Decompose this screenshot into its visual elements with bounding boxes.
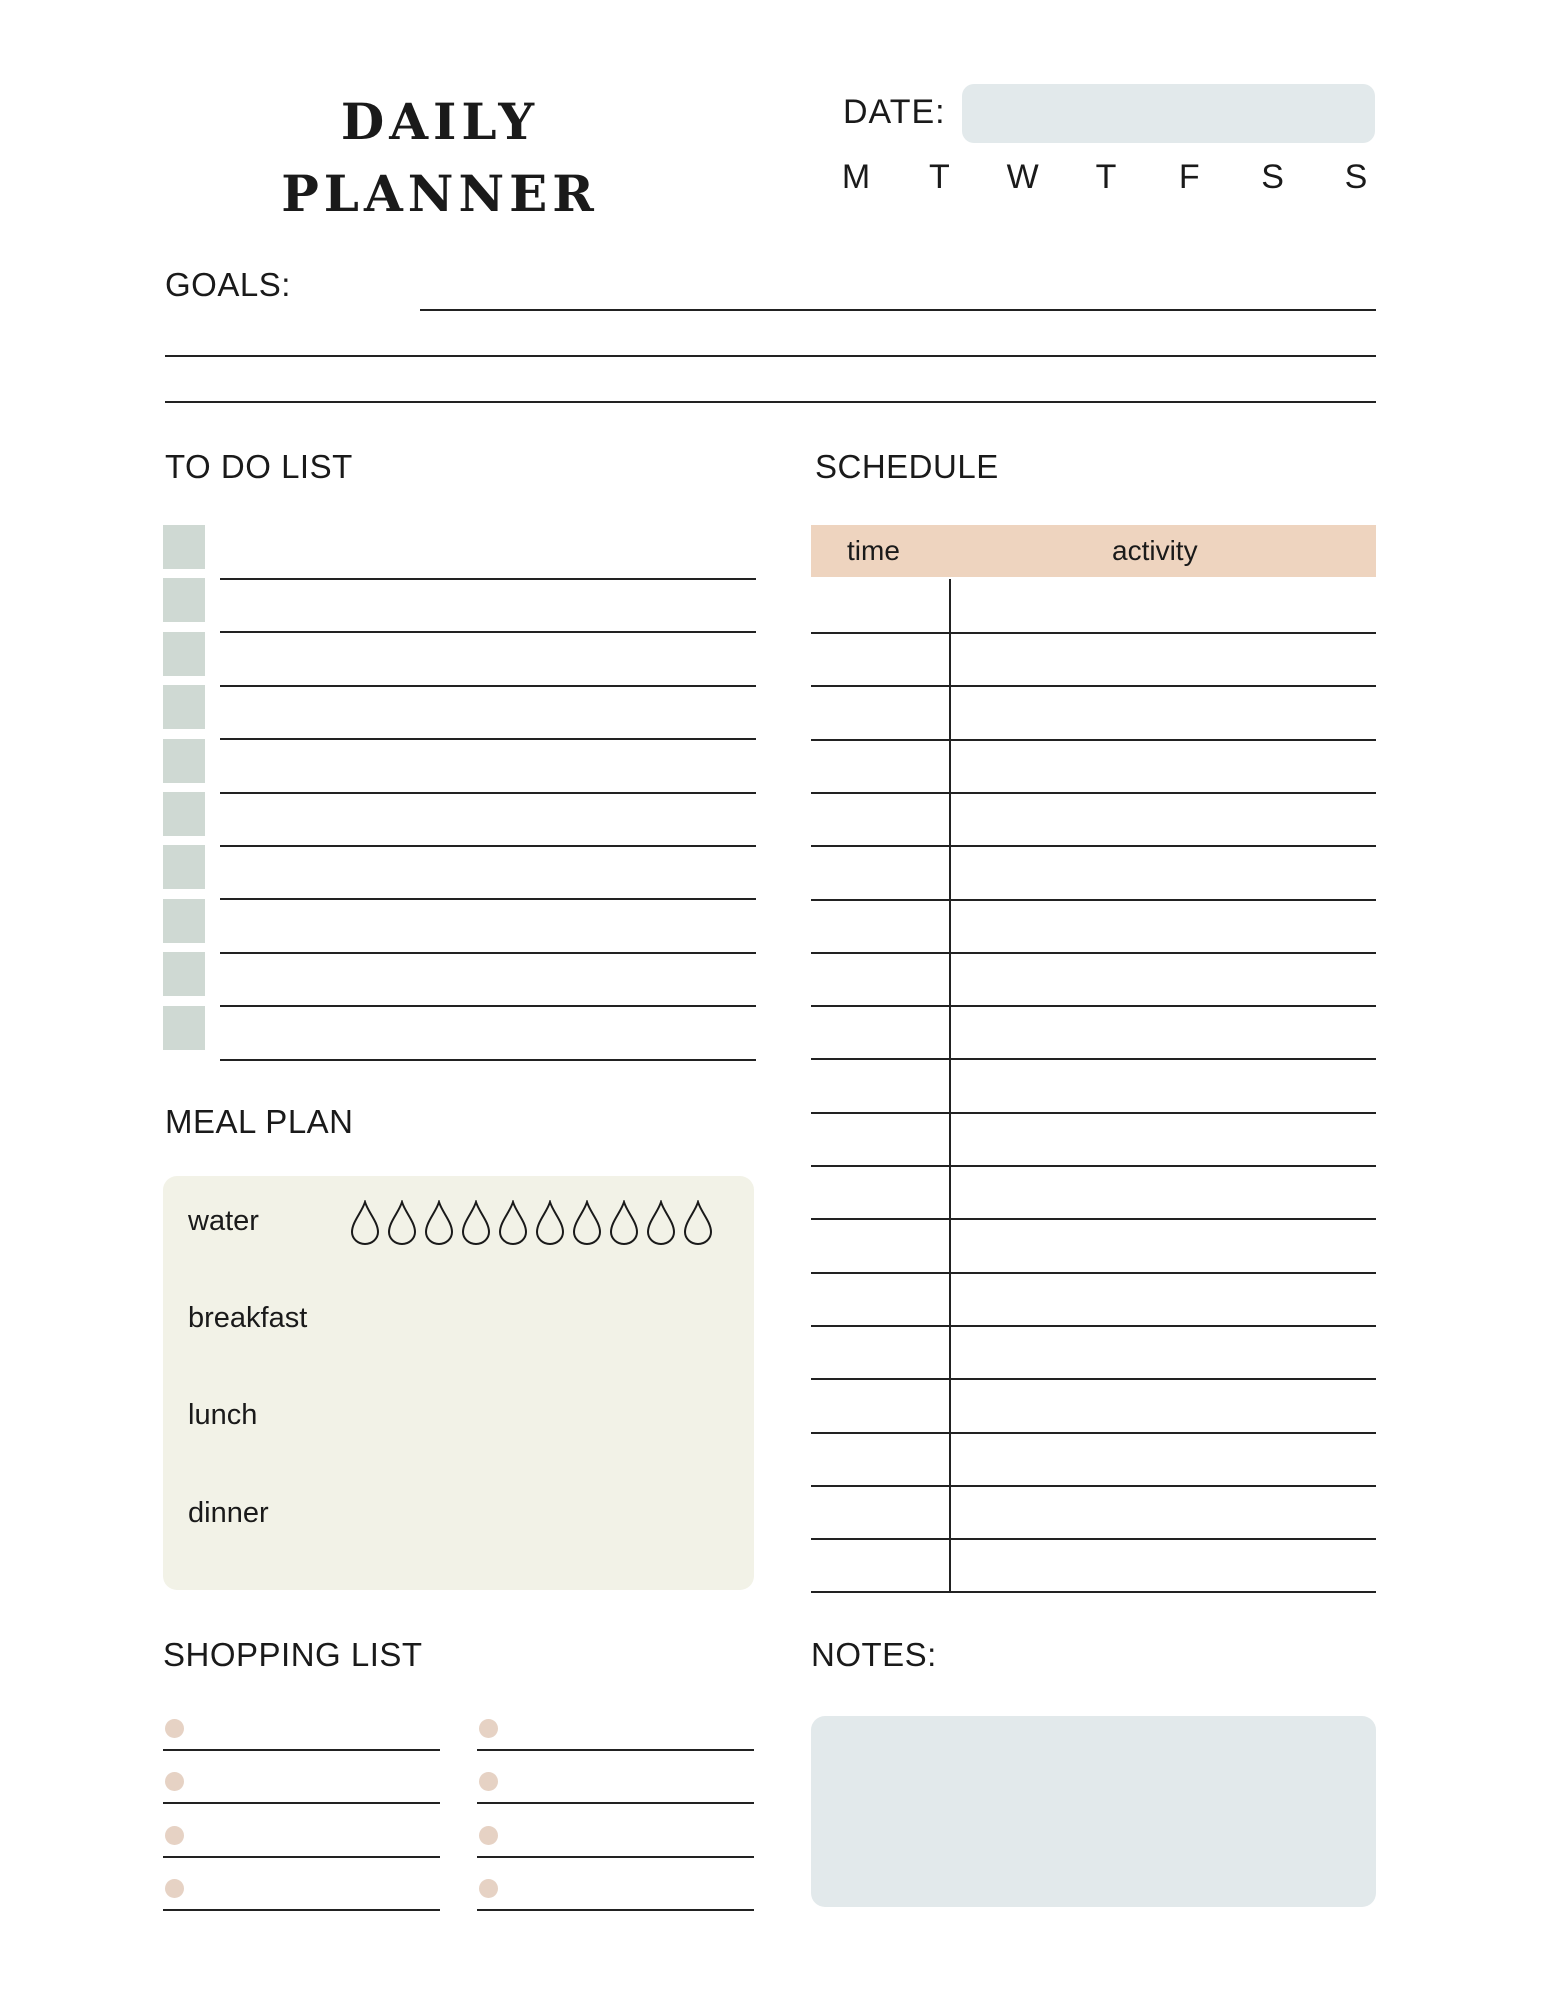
schedule-row-line[interactable]	[811, 1112, 1376, 1114]
schedule-row-line[interactable]	[811, 1058, 1376, 1060]
dinner-label: dinner	[188, 1497, 269, 1529]
goals-line-2[interactable]	[165, 355, 1376, 357]
schedule-column-divider	[949, 579, 951, 1591]
shopping-bullet	[165, 1826, 184, 1845]
water-drop-icon[interactable]	[683, 1200, 713, 1246]
water-label: water	[188, 1205, 259, 1237]
shopping-item-line[interactable]	[477, 1856, 754, 1858]
shopping-item-line[interactable]	[477, 1749, 754, 1751]
schedule-row-line[interactable]	[811, 792, 1376, 794]
goals-line-1[interactable]	[420, 309, 1376, 311]
shopping-bullet	[479, 1772, 498, 1791]
schedule-row-line[interactable]	[811, 685, 1376, 687]
todo-line[interactable]	[220, 898, 756, 900]
schedule-time-header: time	[847, 535, 900, 566]
schedule-row-line[interactable]	[811, 952, 1376, 954]
schedule-label: SCHEDULE	[815, 448, 999, 485]
todo-checkbox[interactable]	[163, 792, 205, 836]
shopping-item-line[interactable]	[477, 1909, 754, 1911]
water-drop-icon[interactable]	[387, 1200, 417, 1246]
water-drop-icon[interactable]	[350, 1200, 380, 1246]
shopping-bullet	[165, 1879, 184, 1898]
shopping-bullet	[479, 1826, 498, 1845]
schedule-row-line[interactable]	[811, 1272, 1376, 1274]
todo-line[interactable]	[220, 685, 756, 687]
todo-line[interactable]	[220, 738, 756, 740]
date-field[interactable]	[962, 84, 1375, 143]
notes-label: NOTES:	[811, 1636, 937, 1673]
todo-checkbox[interactable]	[163, 739, 205, 783]
schedule-row-line[interactable]	[811, 1005, 1376, 1007]
goals-line-3[interactable]	[165, 401, 1376, 403]
schedule-row-line[interactable]	[811, 1485, 1376, 1487]
schedule-activity-header: activity	[1112, 535, 1198, 566]
schedule-row-line[interactable]	[811, 1165, 1376, 1167]
goals-label: GOALS:	[165, 266, 291, 303]
water-drop-icon[interactable]	[424, 1200, 454, 1246]
date-label: DATE:	[843, 93, 946, 131]
lunch-label: lunch	[188, 1399, 258, 1431]
todo-line[interactable]	[220, 578, 756, 580]
shopping-bullet	[165, 1772, 184, 1791]
title-line-planner: PLANNER	[281, 164, 599, 223]
water-drop-icon[interactable]	[498, 1200, 528, 1246]
shopping-item-line[interactable]	[163, 1802, 440, 1804]
water-tracker	[350, 1200, 713, 1246]
todo-label: TO DO LIST	[165, 448, 353, 485]
schedule-row-line[interactable]	[811, 1325, 1376, 1327]
shopping-item-line[interactable]	[163, 1856, 440, 1858]
shopping-item-line[interactable]	[163, 1909, 440, 1911]
todo-line[interactable]	[220, 1005, 756, 1007]
schedule-row-line[interactable]	[811, 1218, 1376, 1220]
title-line-daily: DAILY	[340, 92, 540, 151]
todo-checkbox[interactable]	[163, 1006, 205, 1050]
water-drop-icon[interactable]	[646, 1200, 676, 1246]
todo-line[interactable]	[220, 792, 756, 794]
day-monday[interactable]: M	[841, 158, 871, 196]
todo-line[interactable]	[220, 845, 756, 847]
page-title	[230, 86, 650, 230]
shopping-bullet	[165, 1719, 184, 1738]
breakfast-label: breakfast	[188, 1302, 308, 1334]
todo-checkbox[interactable]	[163, 899, 205, 943]
day-sunday[interactable]: S	[1344, 158, 1368, 196]
shopping-item-line[interactable]	[163, 1749, 440, 1751]
water-drop-icon[interactable]	[609, 1200, 639, 1246]
todo-line[interactable]	[220, 631, 756, 633]
todo-checkbox[interactable]	[163, 685, 205, 729]
notes-area[interactable]	[811, 1716, 1376, 1907]
schedule-row-line[interactable]	[811, 1432, 1376, 1434]
todo-checkbox[interactable]	[163, 952, 205, 996]
water-drop-icon[interactable]	[572, 1200, 602, 1246]
schedule-row-line[interactable]	[811, 1538, 1376, 1540]
schedule-row-line[interactable]	[811, 1378, 1376, 1380]
water-drop-icon[interactable]	[535, 1200, 565, 1246]
day-friday[interactable]: F	[1178, 158, 1200, 196]
water-drop-icon[interactable]	[461, 1200, 491, 1246]
day-saturday[interactable]: S	[1261, 158, 1284, 196]
meal-plan-label: MEAL PLAN	[165, 1103, 354, 1140]
day-thursday[interactable]: T	[1095, 158, 1117, 196]
todo-checkbox[interactable]	[163, 845, 205, 889]
day-tuesday[interactable]: T	[928, 158, 950, 196]
schedule-row-line[interactable]	[811, 632, 1376, 634]
schedule-header	[811, 525, 1376, 577]
todo-checkbox[interactable]	[163, 525, 205, 569]
shopping-bullet	[479, 1719, 498, 1738]
shopping-list-label: SHOPPING LIST	[163, 1636, 423, 1673]
schedule-row-line[interactable]	[811, 845, 1376, 847]
todo-line[interactable]	[220, 1059, 756, 1061]
weekday-selector	[826, 158, 1386, 197]
day-wednesday[interactable]: W	[1006, 158, 1039, 196]
schedule-row-line[interactable]	[811, 1591, 1376, 1593]
todo-line[interactable]	[220, 952, 756, 954]
todo-checkbox[interactable]	[163, 632, 205, 676]
schedule-row-line[interactable]	[811, 739, 1376, 741]
schedule-row-line[interactable]	[811, 899, 1376, 901]
todo-checkbox[interactable]	[163, 578, 205, 622]
shopping-item-line[interactable]	[477, 1802, 754, 1804]
shopping-bullet	[479, 1879, 498, 1898]
